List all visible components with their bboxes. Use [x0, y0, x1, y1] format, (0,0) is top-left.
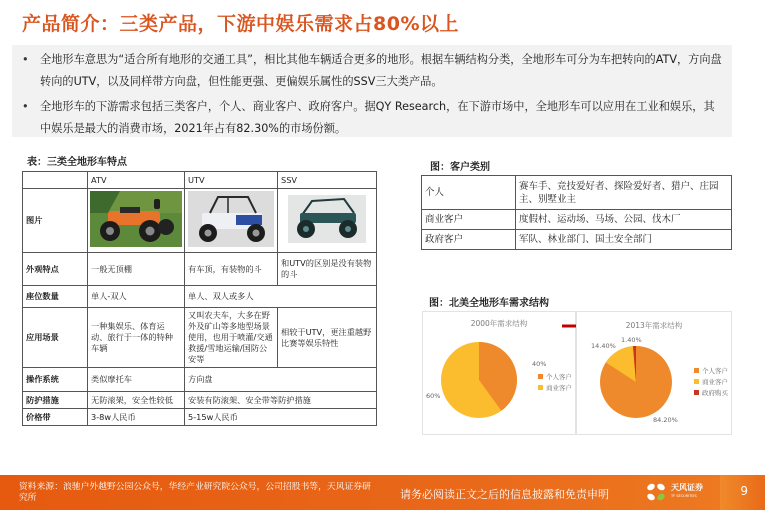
footer-bar [0, 475, 765, 510]
cell-atv: 一般无顶棚 [88, 253, 185, 286]
pie-2013 [599, 345, 673, 419]
cell-utv-ssv: 单人、双人或多人 [185, 286, 377, 308]
legend-item: 个人客户 [694, 365, 728, 376]
cell-atv: 一种集娱乐、体育运动、旅行于一体的特种车辆 [88, 308, 185, 368]
legend-swatch-icon [538, 374, 543, 379]
source-note: 资料来源：浪驰户外越野公园公众号，华经产业研究院公众号，公司招股书等，天风证券研究所 [19, 482, 371, 503]
row-label: 图片 [23, 189, 88, 253]
page-title: 产品简介：三类产品，下游中娱乐需求占80%以上 [22, 13, 459, 35]
cell-atv: 单人-双人 [88, 286, 185, 308]
legend-item: 商业客户 [694, 376, 728, 387]
customer-examples: 度假村、运动场、马场、公园、伐木厂 [516, 210, 732, 230]
row-label: 价格带 [23, 409, 88, 426]
page-number-block [720, 475, 765, 510]
feature-table [22, 171, 377, 426]
logo-flower-icon [645, 482, 667, 502]
table-row [23, 189, 377, 253]
customer-examples: 赛车手、竞技爱好者、探险爱好者、猎户、庄园主、别墅业主 [516, 176, 732, 210]
table-corner-cell [23, 172, 88, 189]
demand-chart-caption: 图：北美全地形车需求结构 [429, 298, 549, 309]
table-row [422, 210, 732, 230]
row-label: 座位数量 [23, 286, 88, 308]
customer-type: 政府客户 [422, 230, 516, 250]
column-header-ssv: SSV [278, 172, 377, 189]
utv-image-cell [185, 189, 278, 253]
customer-type: 商业客户 [422, 210, 516, 230]
pie-label: 84.20% [653, 416, 678, 424]
row-label: 应用场景 [23, 308, 88, 368]
utv-photo [188, 191, 274, 247]
column-header-utv: UTV [185, 172, 278, 189]
legend-swatch-icon [694, 368, 699, 373]
pie-chart-2013 [576, 311, 732, 435]
cell-utv: 有车顶，有装物的斗 [185, 253, 278, 286]
logo-text: 天风证券 TF SECURITIES [671, 483, 703, 498]
table-row [422, 230, 732, 250]
table-row [23, 409, 377, 426]
cell-atv: 无防滚架，安全性较低 [88, 392, 185, 409]
cell-utv-ssv: 方向盘 [185, 368, 377, 392]
row-label: 防护措施 [23, 392, 88, 409]
table-row [23, 308, 377, 368]
chart-title: 2013年需求结构 [625, 321, 683, 330]
cell-atv: 类似摩托车 [88, 368, 185, 392]
table-row [23, 392, 377, 409]
chart-legend [694, 365, 728, 398]
customer-table-caption: 图：客户类别 [430, 162, 490, 173]
atv-image-cell [88, 189, 185, 253]
pie-2000 [439, 340, 519, 420]
row-label: 外观特点 [23, 253, 88, 286]
cell-ssv: 相较于UTV，更注重越野比赛等娱乐特性 [278, 308, 377, 368]
pie-chart-2000 [422, 311, 576, 435]
table-row [23, 253, 377, 286]
chart-legend [538, 371, 572, 393]
legend-swatch-icon [694, 390, 699, 395]
legend-item: 政府购买 [694, 387, 728, 398]
disclaimer-text: 请务必阅读正文之后的信息披露和免责申明 [400, 488, 609, 501]
cell-ssv: 和UTV的区别是没有装物的斗 [278, 253, 377, 286]
column-header-atv: ATV [88, 172, 185, 189]
intro-bullet: • 全地形车的下游需求包括三类客户，个人、商业客户、政府客户。据QY Research，在下游市场中，全地形车可以应用在工业和娱乐，其中娱乐是最大的消费市场，2021年占有82.30%的市场份额。 [22, 96, 724, 140]
pie-label: 40% [532, 360, 547, 368]
chart-title: 2000年需求结构 [470, 319, 528, 328]
pie-label: 1.40% [621, 336, 642, 344]
page-number: 9 [740, 484, 748, 498]
row-label: 操作系统 [23, 368, 88, 392]
table-row [23, 368, 377, 392]
customer-type: 个人 [422, 176, 516, 210]
atv-photo [90, 191, 182, 247]
company-logo [645, 482, 703, 502]
pie-label: 14.40% [591, 342, 616, 350]
cell-utv: 又叫农夫车，大多在野外及矿山等多地型场景使用，也用于喷灌/交通救援/雪地运输/国防公安等 [185, 308, 278, 368]
legend-swatch-icon [538, 385, 543, 390]
cell-atv: 3-8w人民币 [88, 409, 185, 426]
cell-utv-ssv: 安装有防滚架、安全带等防护措施 [185, 392, 377, 409]
table-header-row [23, 172, 377, 189]
ssv-image-cell [278, 189, 377, 253]
legend-swatch-icon [694, 379, 699, 384]
customer-table [421, 175, 732, 250]
cell-utv-ssv: 5-15w人民币 [185, 409, 377, 426]
legend-item: 个人客户 [538, 371, 572, 382]
feature-table-caption: 表：三类全地形车特点 [27, 157, 127, 168]
customer-examples: 军队、林业部门、国土安全部门 [516, 230, 732, 250]
intro-bullet: • 全地形车意思为“适合所有地形的交通工具”，相比其他车辆适合更多的地形。根据车辆结构分类，全地形车可分为车把转向的ATV，方向盘转向的UTV，以及同样带方向盘，但性能更强、更偏娱乐属性的SSV三大类产品。 [22, 49, 724, 93]
legend-item: 商业客户 [538, 382, 572, 393]
table-row [23, 286, 377, 308]
pie-label: 60% [426, 392, 441, 400]
ssv-photo [288, 195, 366, 243]
intro-box [12, 45, 732, 137]
table-row [422, 176, 732, 210]
